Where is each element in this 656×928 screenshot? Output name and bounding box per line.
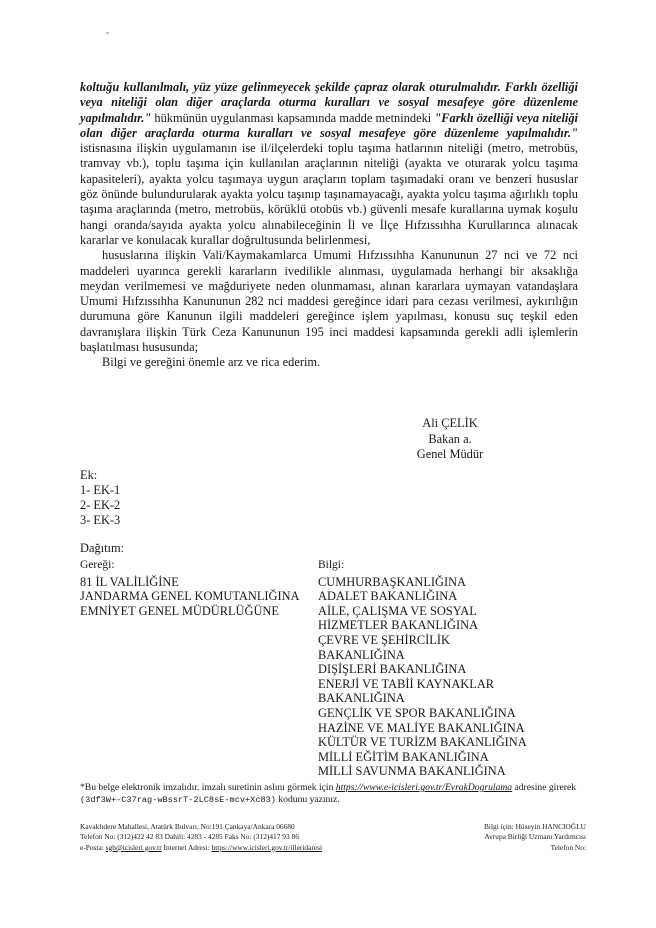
footer-contact [80,822,322,853]
footer-info-contact [446,822,586,853]
recipient-item: JANDARMA GENEL KOMUTANLIĞINA [80,589,300,604]
recipient-item: BAKANLIĞINA [318,647,405,662]
attachment-item: 2- EK-2 [80,498,121,512]
recipient-item: ENERJİ VE TABİİ KAYNAKLAR [318,676,495,691]
letter-body [80,80,578,371]
recipient-item: ADALET BAKANLIĞINA [318,589,458,604]
info-contact-phone: Telefon No: [550,842,586,852]
recipient-item: CUMHURBAŞKANLIĞINA [318,574,467,589]
signatory-name: Ali ÇELİK [422,416,478,430]
info-contact-name: Bilgi için: Hüseyin HANCIOĞLU [483,822,586,831]
action-label: Gereği: [80,559,115,571]
note-prefix: *Bu belge elektronik imzalıdır. imzalı suretinin aslını görmek için [80,782,336,793]
recipient-item: MİLLİ EĞİTİM BAKANLIĞINA [318,749,489,764]
distribution-title: Dağıtım: [80,541,125,555]
body-text-span: istisnasına ilişkin uygulamanın ise il/ilçelerdeki toplu taşıma hatlarının niteliği (metro, metrobüs, tramvay vb.), toplu taşıma için kullanılan araçlarının niteliği (ayakta ve oturarak yolcu taşıma kapasiteleri), ayakta yolcu taşımaya uygun araçların toplam taşımadaki oranı ve benzeri hususlar göz önünde bulundurularak ayakta yolcu taşınıp taşınamayacağı, ayakta yolcu taşıma ağırlıklı toplu taşıma araçlarında (metro, metrobüs, körüklü otobüs vb.) güvenli mesafe kurallarına uymak koşulu hangi oranda/sayıda ayakta yolcu alınabileceğinin İl ve İlçe Hıfzıssıhha Kurullarınca alınacak kararlar ve konulacak kurallar doğrultusunda belirlenmesi, [80,141,578,247]
verification-code: (3df3W+-C37rag-wBssrT-2LC8sE-mcv+Xc83) [80,795,276,805]
recipient-item: BAKANLIĞINA [318,691,405,706]
quoted-rule-text: koltuğu kullanılmalı, yüz yüze gelinmeyecek şekilde çapraz olarak oturulmalıdır. Farklı özelliği veya niteliği olan diğer araçlarda oturma kuralları ve sosyal mesafeye göre düzenleme yapılmalıdır." [80,80,578,125]
signatory-role: Bakan a. [428,431,472,446]
info-label: Bilgi: [318,559,345,571]
recipient-item: 81 İL VALİLİĞİNE [80,574,179,589]
email-prefix: e-Posta: [80,842,106,852]
recipient-item: ÇEVRE VE ŞEHİRCİLİK [318,632,450,647]
quoted-exception-text: "Farklı özelliği veya niteliği olan diğer araçlarda oturma kuralları ve sosyal mesafeye göre düzenleme yapılmalıdır." [80,110,578,140]
attachment-item: 3- EK-3 [80,513,121,527]
email-link[interactable]: sgb@icisleri.gov.tr [105,842,162,852]
body-paragraph-1 [80,80,578,248]
recipient-item: HİZMETLER BAKANLIĞINA [318,618,479,633]
web-prefix: İnternet Adresi: [161,842,212,852]
distribution-action-list [80,558,300,618]
recipient-item: HAZİNE VE MALİYE BAKANLIĞINA [318,720,525,735]
verification-link[interactable]: https://www.e-icisleri.gov.tr/EvrakDogrulama [335,782,513,793]
note-mid: adresine girerek [512,782,577,793]
recipient-item: DIŞİŞLERİ BAKANLIĞINA [318,662,467,677]
recipient-item: EMNİYET GENEL MÜDÜRLÜĞÜNE [80,603,279,618]
attachment-item: 1- EK-1 [80,483,121,497]
recipient-item: KÜLTÜR VE TURİZM BAKANLIĞINA [318,735,527,750]
recipient-item: GENÇLİK VE SPOR BAKANLIĞINA [318,705,516,720]
distribution-info-list [318,558,527,779]
attachments-list [80,468,120,528]
note-suffix: kodunu yazınız. [275,794,340,805]
body-paragraph-3: Bilgi ve gereğini önemle arz ve rica ederim. [102,355,321,370]
e-signature-note [80,782,580,806]
recipient-item: MİLLİ SAVUNMA BAKANLIĞINA [318,764,506,779]
signatory-title: Genel Müdür [416,447,484,461]
body-paragraph-2: hususlarına ilişkin Vali/Kaymakamlarca Umumi Hıfzıssıhha Kanununun 27 nci ve 72 nci maddeleri uyarınca gerekli kararların ivedilikle alınması, uygulamada herhangi bir aksaklığa meydan verilmemesi ve mağduriyete neden olunmaması, alınan kararlara uymayan vatandaşlara Umumi Hıfzıssıhha Kanununun 282 nci maddesi gereğince idari para cezası verilmesi, aykırılığın durumuna göre Kanunun ilgili maddeleri gereğince işlem yapılması, konusu suç teşkil eden davranışlara ilişkin Türk Ceza Kanununun 195 inci maddesi kapsamında gerekli adli işlemlerin başlatılması hususunda; [80,248,578,355]
footer-phone: Telefon No: (312)422 42 83 Dahili: 4283 - 4285 Faks No: (312)417 93 86 [80,832,299,842]
recipient-item: AİLE, ÇALIŞMA VE SOSYAL [318,603,477,618]
attachments-label: Ek: [80,468,98,482]
website-link[interactable]: https://www.icisleri.gov.tr/illeridaresi [211,842,323,852]
footer-web-line [80,843,322,853]
info-contact-title: Avrupa Birliği Uzmanı Yardımcısı [484,832,586,842]
scan-speck [106,32,109,34]
signature-block [380,416,520,463]
footer-address: Kavaklıdere Mahallesi, Atatürk Bulvarı, No:191 Çankaya/Ankara 06680 [80,822,295,831]
body-text-span: hükmünün uygulanması kapsamında madde metnindeki [151,110,435,125]
